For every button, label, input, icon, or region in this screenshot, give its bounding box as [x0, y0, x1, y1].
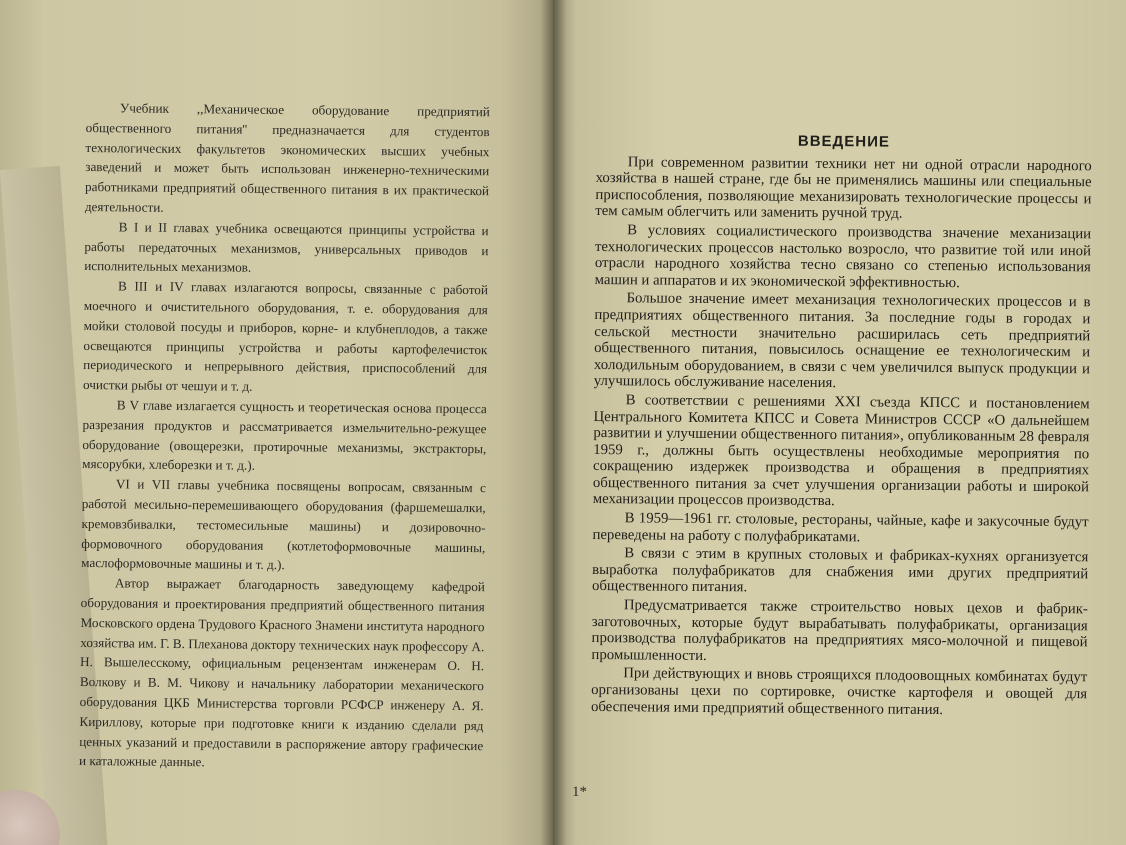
intro-paragraph: В соответствии с решениями XXI съезда КПСС и постановлением Центрального Комитета КПСС и Совета Министров СССР «О дальнейшем развитии и улучшении общественного питания», опубликованным 28 февраля 1959 г., должны быть осуществлены необходимые мероприятия по сокращению издержек производства и обращения в предприятиях общественного питания за счет улучшения организации работы и широкой механизации процессов производства.: [592, 392, 1090, 510]
preface-paragraph: Учебник ,,Механическое оборудование предприятий общественного питания'' предназначается для студентов технологических факультетов экономических высших учебных заведений и может быть использован инженерно-техническими работниками предприятий общественного питания в их практической деятельности.: [84, 100, 490, 215]
section-heading: ВВЕДЕНИЕ: [797, 132, 890, 151]
introduction-text: [591, 132, 1092, 721]
book-gutter: [540, 0, 566, 845]
intro-paragraph: При действующих и вновь строящихся плодоовощных комбинатах будут организованы цехи по сортировке, очистке картофеля и овощей для обеспечения ими предприятий общественного питания.: [590, 665, 1088, 718]
preface-paragraph: В III и IV главах излагаются вопросы, связанные с работой моечного и очистительного оборудования, т. е. оборудования для мойки столовой посуды и приборов, корне- и клубнеплодов, а также освещаются принципы устройства и работы картофелечисток периодического и непрерывного действия, приспособлений для очистки рыбы от чешуи и т. д.: [82, 278, 489, 394]
preface-paragraph: В V главе излагается сущность и теоретическая основа процесса разрезания продуктов и рассматривается измельчительно-режущее оборудование (овощерезки, протирочные механизмы, экстракторы, мясорубки, хлеборезки и т. д.).: [82, 397, 487, 474]
preface-paragraph: VI и VII главы учебника посвящены вопросам, связанным с работой месильно-перемешивающего оборудования (фаршемешалки, кремовзбивалки, тестомесильные машины) и дозировочно-формовочного оборудования (котлетоформовочные машины, маслоформовочные машины и т. д.).: [81, 476, 487, 573]
intro-paragraph: В связи с этим в крупных столовых и фабриках-кухнях организуется выработка полуфабрикатов для снабжения ими других предприятий общественного питания.: [591, 545, 1089, 596]
intro-paragraph: В условиях социалистического производства значение механизации технологических процессов настолько возросло, что развитие той или иной отрасли народного хозяйства тесно связано со степенью использования машин и аппаратов и их экономической эффективностью.: [594, 222, 1092, 291]
page-number: 1*: [572, 784, 587, 800]
preface-paragraph: В I и II главах учебника освещаются принципы устройства и работы передаточных механизмов, универсальных приводов и исполнительных механизмов.: [84, 219, 489, 276]
preface-paragraph: Автор выражает благодарность заведующему кафедрой оборудования и проектирования предприятий общественного питания Московского ордена Трудового Красного Знамени института народного хозяйства им. Г. В. Плеханова доктору технических наук профессору А. Н. Вышелесскому, официальным рецензентам инженерам О. Н. Волкову и В. М. Чикову и начальнику лаборатории механического оборудования ЦКБ Министерства торговли РСФСР инженеру А. Я. Кириллову, которые при подготовке книги к изданию сделали ряд ценных указаний и предоставили в распоряжение автору графические и каталожные данные.: [78, 575, 485, 770]
intro-paragraph: Большое значение имеет механизация технологических процессов и в предприятиях общественного питания. За последние годы в городах и сельской местности значительно расширилась сеть предприятий общественного питания, повысилось оснащение ее технологическим и холодильным оборудованием, в связи с чем увеличился выпуск продукции и улучшилось обслуживание населения.: [593, 290, 1091, 392]
intro-paragraph: Предусматривается также строительство новых цехов и фабрик-заготовочных, которые будут вырабатывать полуфабрикаты, организация производства полуфабрикатов на предприятиях мясо-молочной и пищевой промышленности.: [591, 597, 1088, 664]
intro-paragraph: При современном развитии техники нет ни одной отрасли народного хозяйства в нашей стране, где бы не применялись машины или специальные приспособления, позволяющие механизировать технологические процессы и тем самым облегчить или заменить ручной труд.: [595, 153, 1092, 223]
preface-text: [79, 98, 490, 775]
intro-paragraph: В 1959—1961 гг. столовые, рестораны, чайные, кафе и закусочные будут переведены на работу с полуфабрикатами.: [592, 510, 1089, 545]
